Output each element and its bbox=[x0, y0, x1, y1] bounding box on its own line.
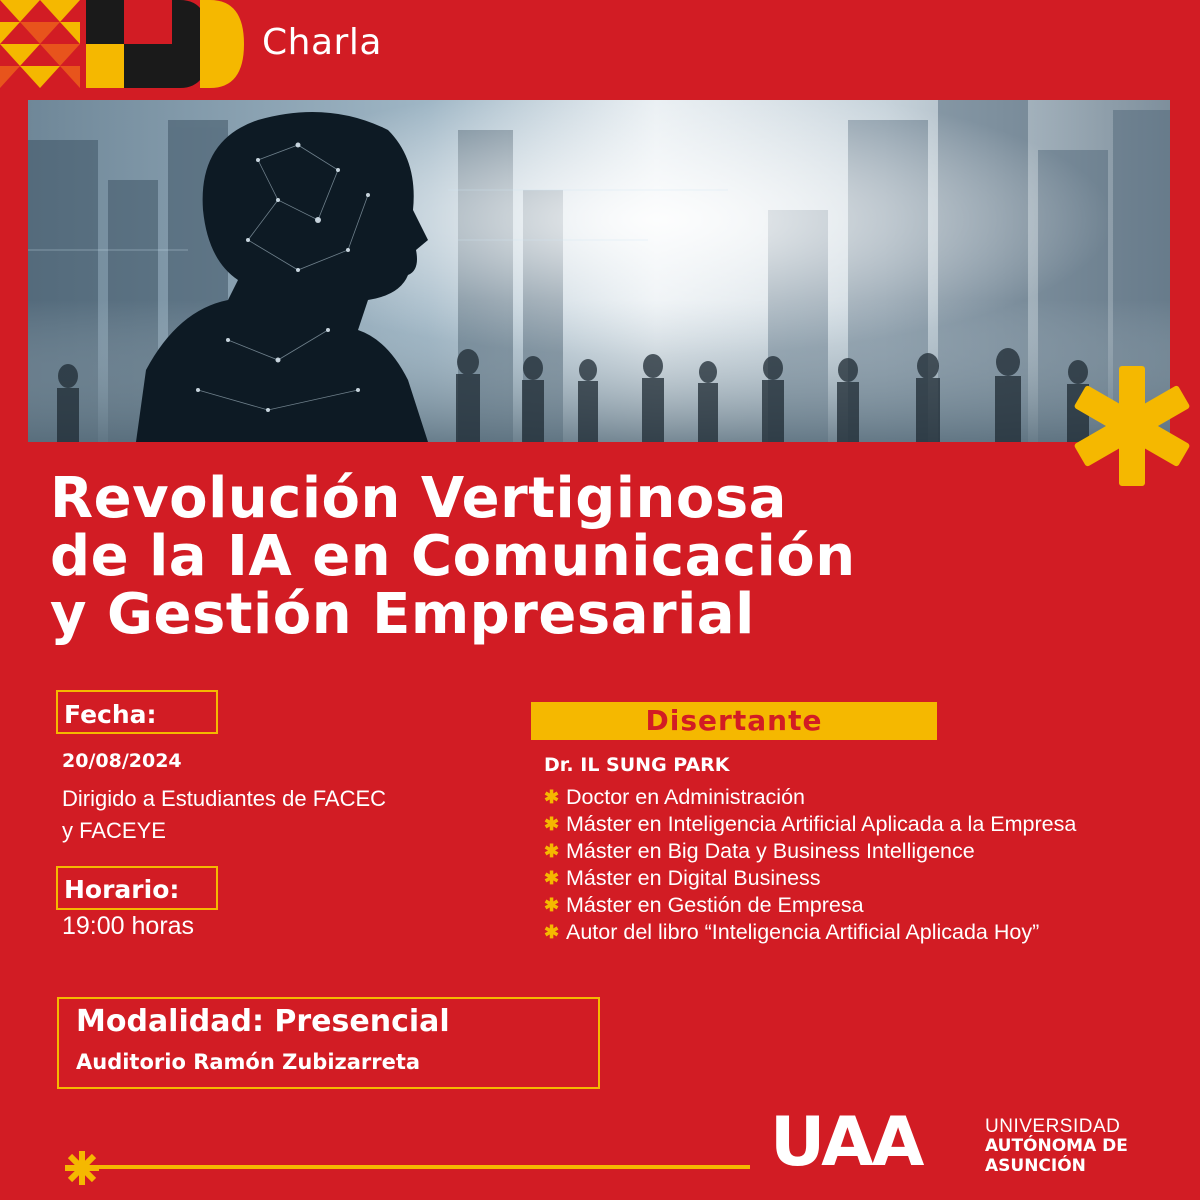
audience-line: y FACEYE bbox=[62, 818, 166, 843]
asterisk-bullet-icon: ✱ bbox=[544, 895, 560, 915]
list-item: ✱ Máster en Big Data y Business Intelligence bbox=[544, 839, 975, 863]
event-date: 20/08/2024 bbox=[62, 750, 182, 772]
list-item: ✱ Autor del libro “Inteligencia Artificial Aplicada Hoy” bbox=[544, 920, 1040, 944]
asterisk-bullet-icon: ✱ bbox=[544, 868, 560, 888]
asterisk-bullet-icon: ✱ bbox=[544, 922, 560, 942]
asterisk-bullet-icon: ✱ bbox=[544, 841, 560, 861]
footer-divider bbox=[90, 1165, 750, 1169]
hero-image bbox=[28, 100, 1170, 442]
university-logo-mark: UAA bbox=[770, 1103, 923, 1182]
university-name-line: AUTÓNOMA DE bbox=[985, 1136, 1128, 1156]
brand-pattern-logo bbox=[0, 0, 250, 90]
asterisk-bullet-icon: ✱ bbox=[544, 814, 560, 834]
credentials-list bbox=[544, 784, 1184, 946]
list-item: ✱ Máster en Gestión de Empresa bbox=[544, 893, 864, 917]
event-title bbox=[50, 466, 1130, 647]
university-name-line: UNIVERSIDAD bbox=[985, 1116, 1121, 1137]
category-label: Charla bbox=[262, 22, 382, 63]
university-name-line: ASUNCIÓN bbox=[985, 1156, 1086, 1176]
title-line: de la IA en Comunicación bbox=[50, 524, 856, 589]
venue-text: Auditorio Ramón Zubizarreta bbox=[76, 1050, 421, 1074]
speaker-name: Dr. IL SUNG PARK bbox=[544, 754, 730, 776]
list-item: ✱ Máster en Inteligencia Artificial Aplicada a la Empresa bbox=[544, 812, 1077, 836]
list-item: ✱ Máster en Digital Business bbox=[544, 866, 821, 890]
audience-line: Dirigido a Estudiantes de FACEC bbox=[62, 786, 387, 811]
list-item: ✱ Doctor en Administración bbox=[544, 785, 805, 809]
event-time: 19:00 horas bbox=[62, 912, 195, 940]
fecha-label: Fecha: bbox=[56, 690, 218, 734]
asterisk-bullet-icon: ✱ bbox=[544, 787, 560, 807]
title-line: Revolución Vertiginosa bbox=[50, 466, 787, 531]
modalidad-text: Modalidad: Presencial bbox=[76, 1004, 450, 1039]
title-line: y Gestión Empresarial bbox=[50, 582, 755, 647]
asterisk-small-icon bbox=[62, 1148, 102, 1188]
horario-label: Horario: bbox=[56, 866, 218, 910]
disertante-label: Disertante bbox=[531, 702, 937, 740]
